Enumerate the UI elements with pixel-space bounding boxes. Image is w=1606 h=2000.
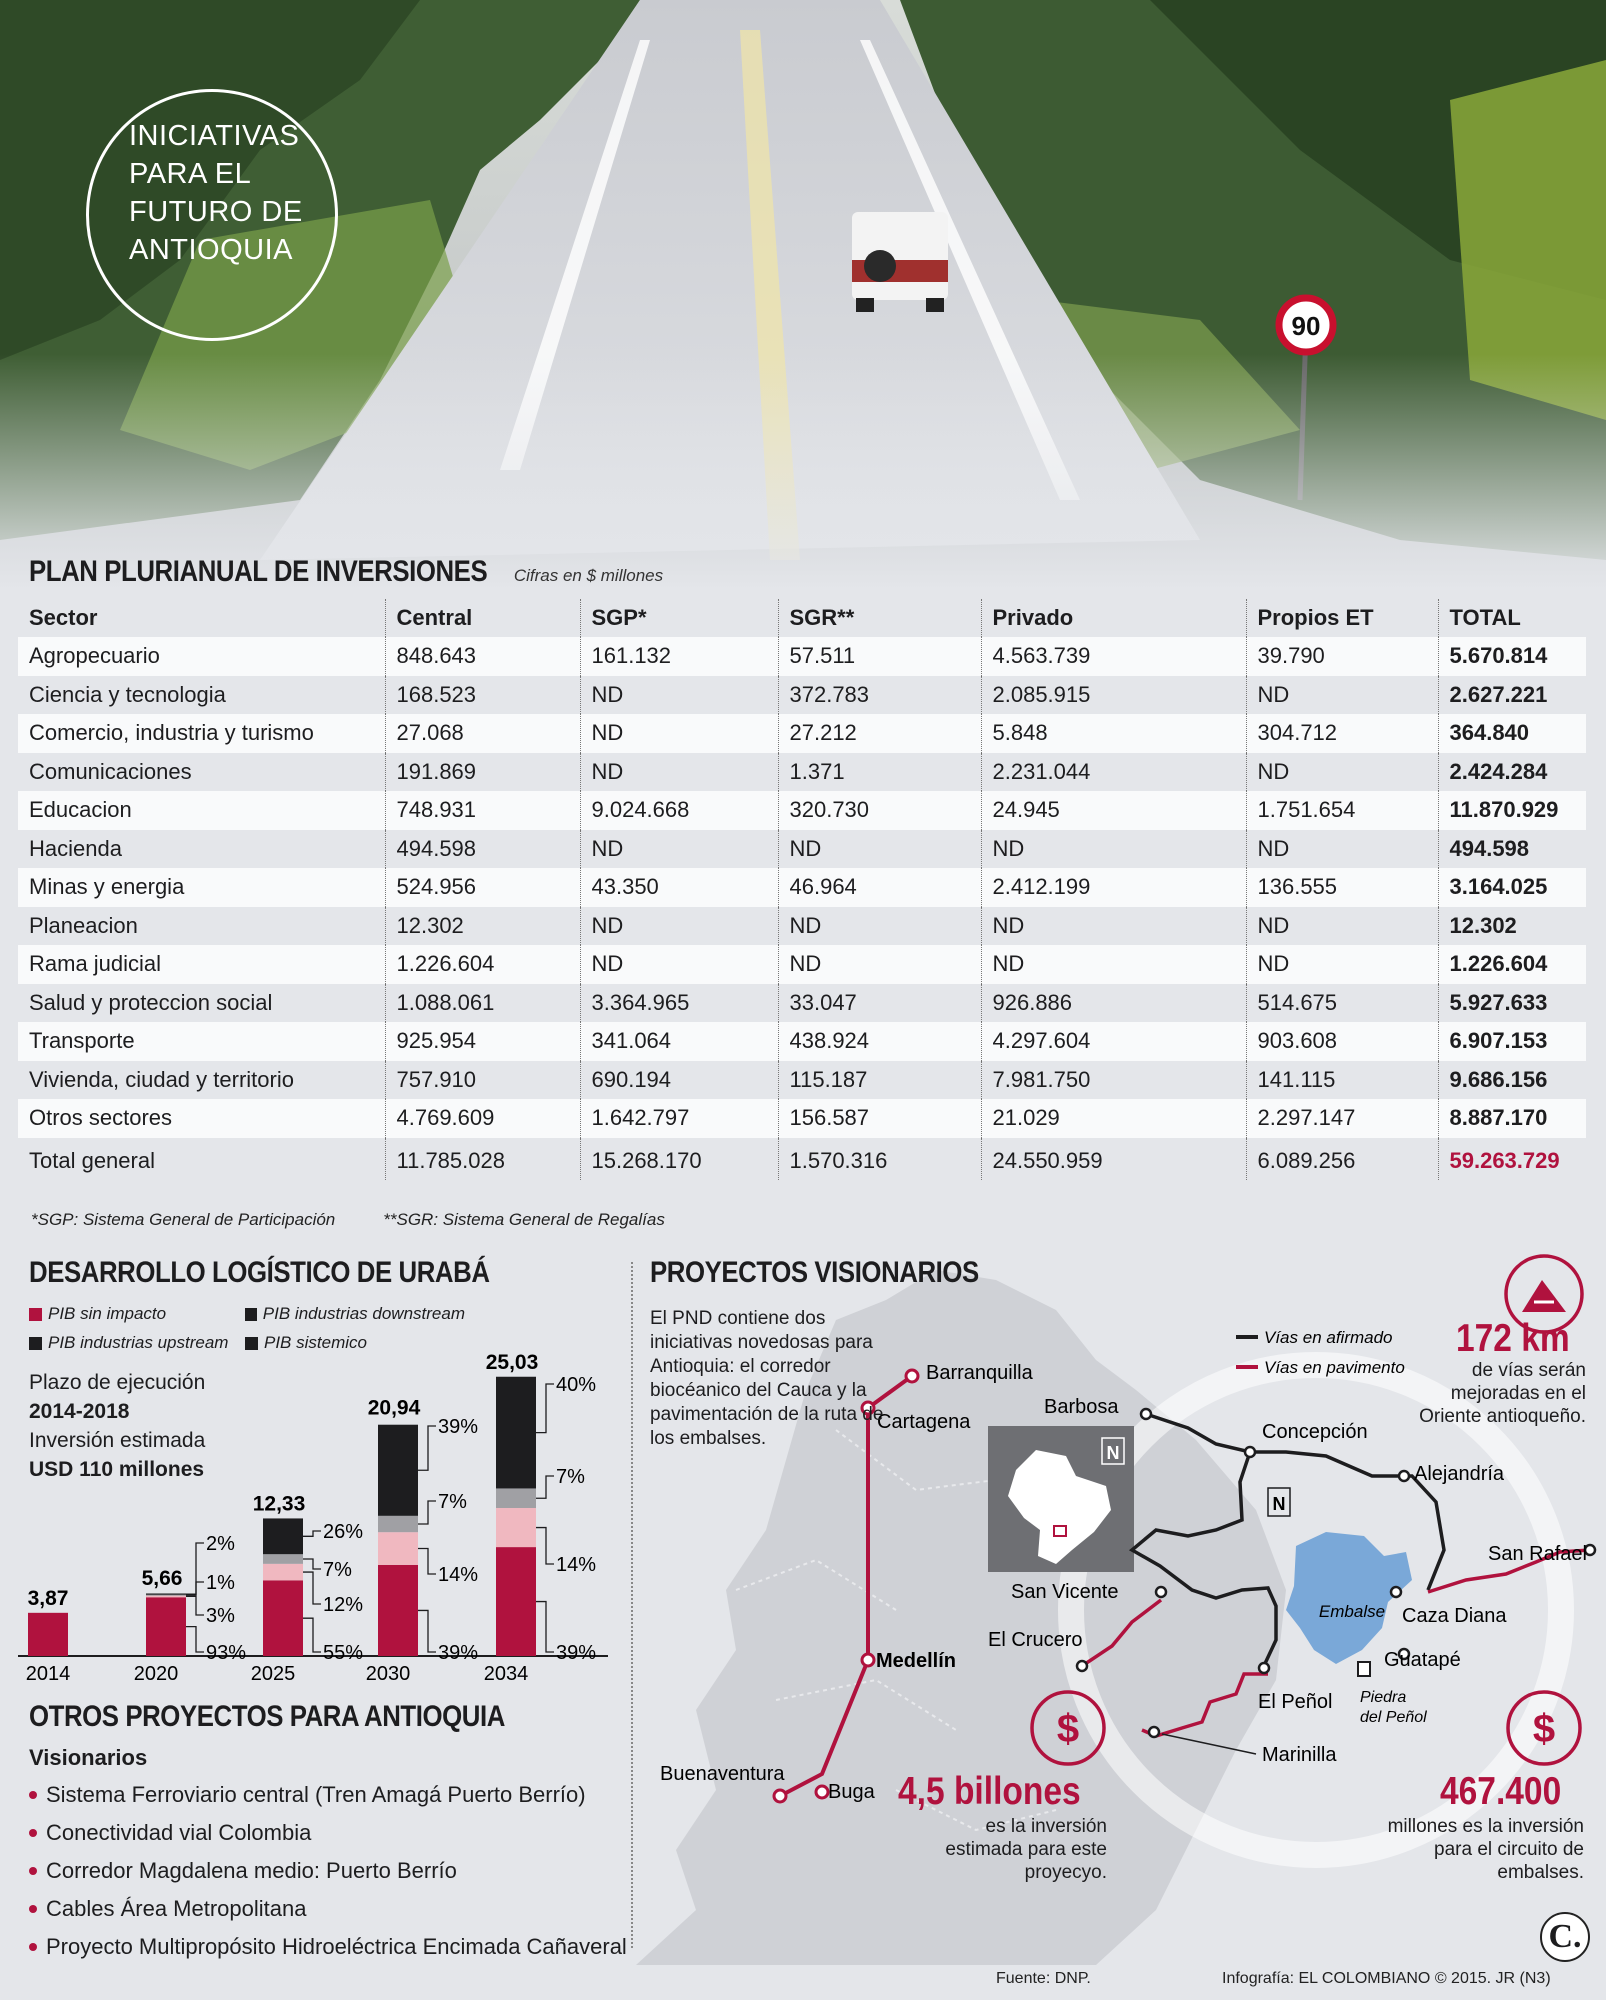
- percent-label: 1%: [206, 1572, 235, 1594]
- town-label-san-rafael: San Rafael: [1488, 1543, 1587, 1565]
- percent-label: 26%: [323, 1521, 364, 1543]
- value-cell: ND: [1246, 830, 1438, 869]
- value-cell: ND: [1246, 753, 1438, 792]
- sector-cell: Rama judicial: [18, 945, 385, 984]
- value-cell: 1.088.061: [385, 984, 580, 1023]
- col-header: TOTAL: [1438, 599, 1586, 637]
- town-dot: [1259, 1663, 1269, 1673]
- legend-item: [29, 1304, 245, 1324]
- percent-label: 12%: [323, 1594, 364, 1616]
- percent-label: 39%: [556, 1642, 597, 1664]
- bar-segment: [378, 1516, 418, 1532]
- percent-label: 7%: [323, 1559, 352, 1581]
- col-header: Privado: [981, 599, 1246, 637]
- town-label-el-crucero: El Crucero: [988, 1629, 1083, 1651]
- value-cell: 341.064: [580, 1022, 778, 1061]
- town-label-san-vicente: San Vicente: [1011, 1581, 1119, 1603]
- total-cell: 2.424.284: [1438, 753, 1586, 792]
- circle-line: INICIATIVAS: [129, 120, 300, 152]
- value-cell: ND: [778, 907, 981, 946]
- value-cell: ND: [580, 830, 778, 869]
- bar-segment: [263, 1554, 303, 1564]
- value-cell: 1.371: [778, 753, 981, 792]
- money-icon-2: $: [1532, 1707, 1556, 1751]
- bar-segment: [496, 1377, 536, 1489]
- inversion-label: Inversión estimada: [29, 1429, 206, 1452]
- proyectos-title: PROYECTOS VISIONARIOS: [650, 1256, 979, 1289]
- sector-cell: Total general: [29, 1147, 155, 1173]
- percent-leader: [186, 1627, 204, 1652]
- city-dot: [862, 1654, 874, 1666]
- percent-leader: [418, 1501, 436, 1524]
- town-label-barbosa: Barbosa: [1044, 1396, 1119, 1418]
- value-cell: ND: [580, 907, 778, 946]
- bar-segment: [263, 1580, 303, 1656]
- value-cell: 161.132: [580, 637, 778, 676]
- list-item-text: Corredor Magdalena medio: Puerto Berrío: [46, 1858, 457, 1883]
- table-row: [18, 753, 1586, 792]
- city-label-cartagena: Cartagena: [877, 1411, 971, 1433]
- value-cell: ND: [981, 907, 1246, 946]
- bar-segment: [496, 1488, 536, 1508]
- value-cell: 903.608: [1246, 1022, 1438, 1061]
- value-cell: 43.350: [580, 868, 778, 907]
- percent-leader: [418, 1549, 436, 1574]
- sector-cell: Comunicaciones: [29, 758, 192, 784]
- value-cell: 1.642.797: [580, 1099, 778, 1138]
- bar-segment: [378, 1425, 418, 1516]
- value-cell: 141.115: [1246, 1061, 1438, 1100]
- value-cell: 757.910: [385, 1061, 580, 1100]
- value-cell: 12.302: [385, 907, 580, 946]
- value-cell: 27.212: [778, 714, 981, 753]
- bullet-icon: [29, 1791, 37, 1799]
- sector-cell: Agropecuario: [18, 637, 385, 676]
- list-item: [29, 1890, 627, 1928]
- value-cell: ND: [580, 676, 778, 715]
- bar-segment: [496, 1547, 536, 1656]
- plan-table: [18, 599, 1586, 1180]
- value-cell: 11.785.028: [385, 1138, 580, 1180]
- plazo-label: Plazo de ejecución: [29, 1371, 206, 1394]
- value-cell: 304.712: [1246, 714, 1438, 753]
- percent-label: 40%: [556, 1374, 597, 1396]
- value-cell: ND: [1246, 907, 1438, 946]
- town-dot: [1245, 1447, 1255, 1457]
- percent-leader: [186, 1596, 204, 1615]
- value-cell: 320.730: [778, 791, 981, 830]
- value-cell: 15.268.170: [580, 1138, 778, 1180]
- list-item: [29, 1928, 627, 1966]
- rock-icon: [1358, 1662, 1370, 1676]
- bullet-icon: [29, 1905, 37, 1913]
- table-row: [18, 868, 1586, 907]
- value-cell: ND: [1246, 945, 1438, 984]
- town-label-piedra-2: del Peñol: [1360, 1709, 1427, 1726]
- percent-leader: [536, 1528, 554, 1564]
- percent-leader: [303, 1531, 321, 1536]
- total-cell: 6.907.153: [1438, 1022, 1586, 1061]
- value-cell: 2.231.044: [981, 753, 1246, 792]
- value-cell: 372.783: [778, 676, 981, 715]
- value-cell: 925.954: [385, 1022, 580, 1061]
- bar-total-label: 25,03: [485, 1350, 539, 1374]
- legend-label: PIB industrias downstream: [262, 1304, 465, 1323]
- value-cell: 926.886: [981, 984, 1246, 1023]
- sector-cell: Minas y energia: [18, 868, 385, 907]
- value-cell: 4.297.604: [981, 1022, 1246, 1061]
- bullet-icon: [29, 1943, 37, 1951]
- value-cell: 2.412.199: [981, 868, 1246, 907]
- north-label-2: N: [1272, 1494, 1286, 1514]
- x-tick-label: 2034: [483, 1663, 529, 1685]
- bullet-icon: [29, 1867, 37, 1875]
- plan-subtitle: Cifras en $ millones: [513, 566, 664, 585]
- town-dot: [1149, 1727, 1159, 1737]
- value-cell: 848.643: [385, 637, 580, 676]
- plan-footnotes: [31, 1210, 665, 1230]
- town-dot: [1399, 1471, 1409, 1481]
- value-cell: 9.024.668: [580, 791, 778, 830]
- value-cell: ND: [981, 945, 1246, 984]
- city-dot: [906, 1370, 918, 1382]
- value-cell: 39.790: [1246, 637, 1438, 676]
- value-cell: 514.675: [1246, 984, 1438, 1023]
- total-cell: 364.840: [1438, 714, 1586, 753]
- value-cell: ND: [778, 945, 981, 984]
- value-cell: ND: [981, 830, 1246, 869]
- table-row: [18, 791, 1586, 830]
- total-cell: 494.598: [1438, 830, 1586, 869]
- value-cell: 156.587: [778, 1099, 981, 1138]
- sector-cell: Educacion: [18, 791, 385, 830]
- total-cell: 8.887.170: [1438, 1099, 1586, 1138]
- bar-segment: [378, 1532, 418, 1565]
- bar-total-label: 20,94: [367, 1396, 421, 1420]
- percent-leader: [418, 1610, 436, 1652]
- col-header: Sector: [29, 605, 98, 630]
- plan-header-row: [18, 599, 1586, 637]
- town-label-guatape: Guatapé: [1384, 1649, 1461, 1671]
- footnote-sgr: **SGR: Sistema General de Regalías: [383, 1210, 665, 1229]
- credit-note: Infografía: EL COLOMBIANO © 2015. JR (N3): [1222, 1970, 1551, 1987]
- plazo-value: 2014-2018: [29, 1400, 130, 1423]
- town-label-marinilla: Marinilla: [1262, 1744, 1337, 1766]
- legend-item: [245, 1333, 465, 1353]
- road-icon: [1522, 1280, 1566, 1312]
- sector-cell: Otros sectores: [18, 1099, 385, 1138]
- percent-leader: [186, 1582, 204, 1595]
- percent-leader: [186, 1543, 204, 1594]
- table-row: [18, 676, 1586, 715]
- legend-item: [245, 1304, 465, 1324]
- col-header: Central: [385, 599, 580, 637]
- header-circle-title: [86, 89, 338, 341]
- percent-label: 93%: [206, 1642, 247, 1664]
- total-cell: 5.670.814: [1438, 637, 1586, 676]
- list-item-text: Conectividad vial Colombia: [46, 1820, 312, 1845]
- billones-text: es la inversión estimada para este proyecyo.: [945, 1816, 1107, 1883]
- list-item: [29, 1776, 627, 1814]
- city-label-buga: Buga: [828, 1781, 875, 1803]
- town-dot: [1156, 1587, 1166, 1597]
- value-cell: 748.931: [385, 791, 580, 830]
- x-tick-label: 2030: [365, 1663, 411, 1685]
- table-row: [18, 945, 1586, 984]
- otros-title: OTROS PROYECTOS PARA ANTIOQUIA: [29, 1700, 505, 1733]
- total-cell: 59.263.729: [1438, 1138, 1586, 1180]
- total-cell: 9.686.156: [1438, 1061, 1586, 1100]
- bar-segment: [146, 1597, 186, 1656]
- city-label-buenaventura: Buenaventura: [660, 1763, 785, 1785]
- value-cell: 21.029: [981, 1099, 1246, 1138]
- circle-line: ANTIOQUIA: [129, 234, 294, 266]
- legend-afirmado: Vías en afirmado: [1264, 1328, 1393, 1347]
- city-dot: [774, 1790, 786, 1802]
- list-item-text: Proyecto Multipropósito Hidroeléctrica Encimada Cañaveral: [46, 1934, 627, 1959]
- footnote-sgp: *SGP: Sistema General de Participación: [31, 1210, 336, 1229]
- legend-pavimento: Vías en pavimento: [1264, 1358, 1405, 1377]
- legend-swatch: [245, 1308, 257, 1321]
- table-row: [18, 1022, 1586, 1061]
- otros-list: [29, 1776, 627, 1966]
- bar-total-label: 12,33: [252, 1492, 306, 1516]
- x-tick-label: 2014: [25, 1663, 71, 1685]
- value-cell: 24.945: [981, 791, 1246, 830]
- value-cell: ND: [778, 830, 981, 869]
- value-cell: 33.047: [778, 984, 981, 1023]
- table-row: [18, 984, 1586, 1023]
- list-item: [29, 1852, 627, 1890]
- city-dot: [816, 1786, 828, 1798]
- value-cell: 6.089.256: [1246, 1138, 1438, 1180]
- circle-line: PARA EL: [129, 158, 252, 190]
- value-cell: 1.226.604: [385, 945, 580, 984]
- value-cell: 3.364.965: [580, 984, 778, 1023]
- value-cell: 4.769.609: [385, 1099, 580, 1138]
- city-label-barranquilla: Barranquilla: [926, 1362, 1033, 1384]
- reservoir-label: Embalse: [1318, 1602, 1386, 1621]
- value-cell: 690.194: [580, 1061, 778, 1100]
- town-dot: [1077, 1661, 1087, 1671]
- sector-cell: Transporte: [18, 1022, 385, 1061]
- bar-segment: [263, 1518, 303, 1554]
- percent-label: 39%: [438, 1642, 479, 1664]
- km-value: 172 km: [1456, 1317, 1570, 1360]
- percent-leader: [303, 1618, 321, 1652]
- billones-value: 4,5 billones: [898, 1770, 1081, 1813]
- sector-cell: Ciencia y tecnologia: [29, 681, 226, 707]
- value-cell: 494.598: [385, 830, 580, 869]
- uraba-legend: [29, 1304, 465, 1353]
- x-tick-label: 2025: [250, 1663, 296, 1685]
- town-label-concepcion: Concepción: [1262, 1421, 1368, 1443]
- value-cell: 46.964: [778, 868, 981, 907]
- percent-leader: [303, 1559, 321, 1569]
- percent-label: 2%: [206, 1533, 235, 1555]
- town-label-alejandria: Alejandría: [1414, 1463, 1505, 1485]
- plan-title-block: [29, 555, 663, 589]
- value-cell: 136.555: [1246, 868, 1438, 907]
- sector-cell: Vivienda, ciudad y territorio: [29, 1066, 294, 1092]
- bar-total-label: 3,87: [27, 1586, 69, 1610]
- value-cell: 191.869: [385, 753, 580, 792]
- town-label-caza-diana: Caza Diana: [1402, 1605, 1507, 1627]
- bar-segment: [28, 1613, 68, 1656]
- value-cell: 115.187: [778, 1061, 981, 1100]
- table-row: [18, 714, 1586, 753]
- value-cell: 4.563.739: [981, 637, 1246, 676]
- sector-cell: Comercio, industria y turismo: [18, 714, 385, 753]
- bar-segment: [146, 1593, 186, 1594]
- value-cell: 5.848: [981, 714, 1246, 753]
- sector-cell: Salud y proteccion social: [29, 989, 273, 1015]
- legend-swatch: [29, 1337, 42, 1350]
- value-cell: 24.550.959: [981, 1138, 1246, 1180]
- col-header: SGR**: [778, 599, 981, 637]
- value-cell: 57.511: [778, 637, 981, 676]
- legend-swatch: [29, 1308, 42, 1321]
- value-cell: 7.981.750: [981, 1061, 1246, 1100]
- table-row: [18, 1061, 1586, 1100]
- legend-swatch: [245, 1337, 258, 1350]
- percent-label: 7%: [438, 1491, 467, 1513]
- reservoir: [1286, 1532, 1412, 1664]
- list-item: [29, 1814, 627, 1852]
- total-cell: 3.164.025: [1438, 868, 1586, 907]
- table-row: [18, 830, 1586, 869]
- percent-leader: [536, 1602, 554, 1652]
- proyectos-text: El PND contiene dos iniciativas novedosas para Antioquia: el corredor biocéanico del Cauca y la pavimentación de la ruta de los embalses.: [650, 1308, 884, 1449]
- grand-total-row: [18, 1138, 1586, 1180]
- city-label-medellin: Medellín: [876, 1650, 957, 1672]
- circle-line: FUTURO DE: [129, 196, 303, 228]
- value-cell: ND: [580, 945, 778, 984]
- north-label: N: [1106, 1443, 1120, 1463]
- value-cell: 2.085.915: [981, 676, 1246, 715]
- percent-leader: [536, 1384, 554, 1433]
- table-row: [18, 1099, 1586, 1138]
- percent-leader: [303, 1572, 321, 1604]
- money-icon: $: [1056, 1707, 1080, 1751]
- sector-cell: Hacienda: [29, 835, 122, 861]
- percent-label: 3%: [206, 1605, 235, 1627]
- uraba-title: DESARROLLO LOGÍSTICO DE URABÁ: [29, 1256, 490, 1289]
- inversion-value: USD 110 millones: [29, 1458, 205, 1481]
- otros-subtitle: Visionarios: [29, 1745, 148, 1770]
- section-divider: [631, 1262, 633, 1948]
- header-photo: [0, 0, 1606, 590]
- el-colombiano-logo: C.: [1540, 1912, 1590, 1962]
- table-row: [18, 637, 1586, 676]
- total-cell: 1.226.604: [1438, 945, 1586, 984]
- list-item-text: Sistema Ferroviario central (Tren Amagá Puerto Berrío): [46, 1782, 586, 1807]
- millones-text: millones es la inversión para el circuito de embalses.: [1387, 1816, 1584, 1883]
- plan-title: PLAN PLURIANUAL DE INVERSIONES: [29, 555, 488, 588]
- town-dot: [1391, 1587, 1401, 1597]
- sector-cell: Planeacion: [29, 912, 138, 938]
- bar-total-label: 5,66: [141, 1566, 183, 1590]
- total-cell: 2.627.221: [1438, 676, 1586, 715]
- town-dot: [1141, 1409, 1151, 1419]
- legend-label: PIB sin impacto: [48, 1304, 167, 1323]
- legend-label: PIB sistemico: [264, 1333, 367, 1352]
- town-label-el-penol: El Peñol: [1258, 1691, 1333, 1713]
- value-cell: 168.523: [385, 676, 580, 715]
- value-cell: ND: [1246, 676, 1438, 715]
- value-cell: 524.956: [385, 868, 580, 907]
- bullet-icon: [29, 1829, 37, 1837]
- total-cell: 5.927.633: [1438, 984, 1586, 1023]
- value-cell: ND: [580, 753, 778, 792]
- percent-leader: [418, 1426, 436, 1470]
- town-label-piedra: Piedra: [1360, 1689, 1407, 1706]
- bar-segment: [263, 1564, 303, 1581]
- total-cell: 11.870.929: [1438, 791, 1586, 830]
- col-header: SGP*: [580, 599, 778, 637]
- list-item-text: Cables Área Metropolitana: [46, 1896, 307, 1921]
- value-cell: 27.068: [385, 714, 580, 753]
- millones-value: 467.400: [1440, 1770, 1562, 1813]
- col-header: Propios ET: [1246, 599, 1438, 637]
- bar-segment: [378, 1565, 418, 1656]
- source-note: Fuente: DNP.: [996, 1970, 1091, 1987]
- table-row: [18, 907, 1586, 946]
- value-cell: 2.297.147: [1246, 1099, 1438, 1138]
- percent-label: 7%: [556, 1466, 585, 1488]
- total-cell: 12.302: [1438, 907, 1586, 946]
- percent-label: 14%: [556, 1554, 597, 1576]
- legend-label: PIB industrias upstream: [48, 1333, 229, 1352]
- percent-leader: [536, 1476, 554, 1498]
- percent-label: 14%: [438, 1564, 479, 1586]
- value-cell: 1.570.316: [778, 1138, 981, 1180]
- value-cell: ND: [580, 714, 778, 753]
- legend-item: [29, 1333, 245, 1353]
- bar-segment: [146, 1595, 186, 1596]
- percent-label: 39%: [438, 1416, 479, 1438]
- bar-segment: [496, 1508, 536, 1547]
- value-cell: 1.751.654: [1246, 791, 1438, 830]
- km-text: de vías serán mejoradas en el Oriente antioqueño.: [1419, 1360, 1586, 1427]
- percent-label: 55%: [323, 1642, 364, 1664]
- value-cell: 438.924: [778, 1022, 981, 1061]
- x-tick-label: 2020: [133, 1663, 179, 1685]
